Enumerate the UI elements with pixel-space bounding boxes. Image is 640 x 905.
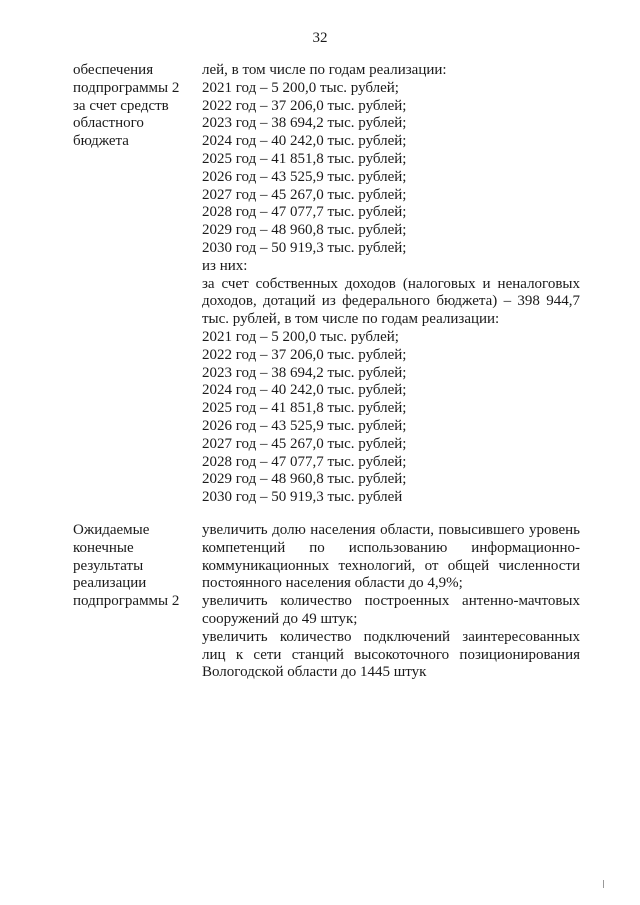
own-income-year-line: 2027 год – 45 267,0 тыс. рублей; xyxy=(202,435,407,452)
page-number: 32 xyxy=(312,30,328,46)
funding-label xyxy=(73,62,193,151)
funding-year-line: 2023 год – 38 694,2 тыс. рублей; xyxy=(202,115,407,132)
results-label xyxy=(73,522,193,611)
funding-line: из них: xyxy=(202,257,248,274)
funding-year-line: 2030 год – 50 919,3 тыс. рублей; xyxy=(202,239,407,256)
funding-year-line: 2029 год – 48 960,8 тыс. рублей; xyxy=(202,222,407,239)
result-item: увеличить количество подключений заинтересованных лиц к сети станций высокоточного позиционирования Вологодской области до 1445 штук xyxy=(202,628,580,681)
funding-label-line: подпрограммы 2 xyxy=(73,79,180,96)
funding-content xyxy=(202,62,580,507)
own-income-year-line: 2021 год – 5 200,0 тыс. рублей; xyxy=(202,328,399,345)
funding-year-line: 2021 год – 5 200,0 тыс. рублей; xyxy=(202,79,399,96)
own-income-year-line: 2029 год – 48 960,8 тыс. рублей; xyxy=(202,471,407,488)
own-income-paragraph: за счет собственных доходов (налоговых и неналоговых доходов, дотаций из федерального бюджета) – 398 944,7 тыс. рублей, в том числе по годам реализации: xyxy=(202,275,580,328)
own-income-year-line: 2030 год – 50 919,3 тыс. рублей xyxy=(202,489,403,506)
funding-year-line: 2024 год – 40 242,0 тыс. рублей; xyxy=(202,133,407,150)
own-income-year-line: 2022 год – 37 206,0 тыс. рублей; xyxy=(202,346,407,363)
funding-year-line: 2022 год – 37 206,0 тыс. рублей; xyxy=(202,97,407,114)
funding-year-line: 2026 год – 43 525,9 тыс. рублей; xyxy=(202,168,407,185)
own-income-year-line: 2024 год – 40 242,0 тыс. рублей; xyxy=(202,382,407,399)
funding-year-line: 2027 год – 45 267,0 тыс. рублей; xyxy=(202,186,407,203)
own-income-year-line: 2026 год – 43 525,9 тыс. рублей; xyxy=(202,417,407,434)
result-item: увеличить долю населения области, повысившего уровень компетенций по использованию информационно-коммуникационных технологий, от общей численности постоянного населения области до 4,9%; xyxy=(202,522,580,592)
results-content xyxy=(202,522,580,682)
result-item: увеличить количество построенных антенно-мачтовых сооружений до 49 штук; xyxy=(202,593,580,627)
results-label-line: Ожидаемые xyxy=(73,522,150,538)
results-label-line: реализации xyxy=(73,575,147,592)
funding-line: лей, в том числе по годам реализации: xyxy=(202,62,447,78)
own-income-year-line: 2023 год – 38 694,2 тыс. рублей; xyxy=(202,364,407,381)
own-income-year-line: 2025 год – 41 851,8 тыс. рублей; xyxy=(202,400,407,417)
funding-label-line: за счет средств xyxy=(73,97,169,114)
funding-label-line: обеспечения xyxy=(73,62,154,78)
funding-label-line: областного xyxy=(73,115,144,132)
own-income-year-line: 2028 год – 47 077,7 тыс. рублей; xyxy=(202,453,407,470)
funding-year-line: 2028 год – 47 077,7 тыс. рублей; xyxy=(202,204,407,221)
results-label-line: конечные xyxy=(73,539,134,556)
results-label-line: подпрограммы 2 xyxy=(73,593,180,610)
scan-mark xyxy=(603,880,604,888)
funding-label-line: бюджета xyxy=(73,133,129,150)
funding-year-line: 2025 год – 41 851,8 тыс. рублей; xyxy=(202,150,407,167)
results-label-line: результаты xyxy=(73,557,144,574)
